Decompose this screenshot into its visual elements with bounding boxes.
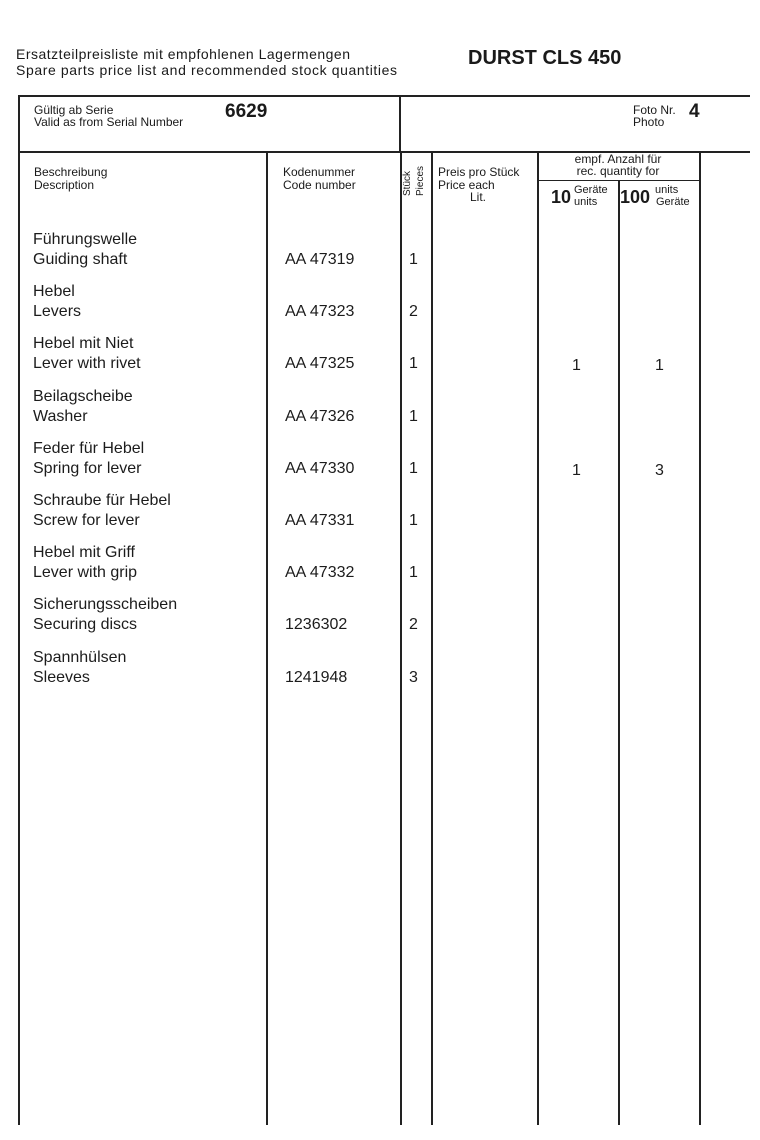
row-pieces: 1 — [409, 512, 418, 529]
top-rule — [18, 95, 750, 97]
col-rec100-bottom: Geräte — [656, 196, 690, 208]
col-rec100-top: units — [655, 184, 679, 196]
col-divider-code — [266, 151, 268, 1125]
col-code-de: Kodenummer — [283, 165, 356, 179]
row-description-en: Screw for lever — [33, 512, 140, 529]
row-description-de: Schraube für Hebel — [33, 492, 171, 509]
rec-subheader-rule — [537, 180, 699, 181]
col-price-de: Preis pro Stück — [438, 165, 520, 179]
serial-number: 6629 — [225, 101, 268, 122]
row-code: AA 47325 — [285, 355, 355, 372]
title-german: Ersatzteilpreisliste mit empfohlenen Lagermengen — [16, 46, 351, 62]
product-name: DURST CLS 450 — [468, 47, 622, 69]
row-description-en: Washer — [33, 408, 88, 425]
left-border — [18, 95, 20, 1125]
row-rec100: 3 — [655, 462, 664, 479]
row-code: AA 47323 — [285, 303, 355, 320]
row-pieces: 2 — [409, 303, 418, 320]
col-rec-en: rec. quantity for — [576, 164, 660, 178]
row-pieces: 1 — [409, 251, 418, 268]
row-description-de: Hebel — [33, 283, 75, 300]
row-code: AA 47331 — [285, 512, 355, 529]
row-code: AA 47319 — [285, 251, 355, 268]
photo-label-en: Photo — [633, 115, 665, 129]
col-code-en: Code number — [283, 178, 356, 192]
row-pieces: 1 — [409, 460, 418, 477]
row-pieces: 1 — [409, 408, 418, 425]
row-pieces: 1 — [409, 355, 418, 372]
col-divider-pieces — [400, 151, 402, 1125]
row-code: 1236302 — [285, 616, 348, 633]
photo-number: 4 — [689, 101, 700, 122]
col-divider-pieces-right — [431, 151, 433, 1125]
row-code: AA 47332 — [285, 564, 355, 581]
row-description-de: Hebel mit Niet — [33, 335, 134, 352]
row-description-en: Sleeves — [33, 669, 90, 686]
serial-divider — [399, 95, 401, 151]
row-rec10: 1 — [572, 357, 581, 374]
col-divider-price — [537, 151, 539, 1125]
row-description-en: Spring for lever — [33, 460, 142, 477]
row-description-en: Lever with rivet — [33, 355, 141, 372]
row-description-de: Spannhülsen — [33, 649, 127, 666]
row-description-en: Guiding shaft — [33, 251, 128, 268]
serial-label-en: Valid as from Serial Number — [34, 115, 184, 129]
row-code: 1241948 — [285, 669, 348, 686]
row-code: AA 47326 — [285, 408, 355, 425]
col-pieces-de: Stück — [402, 170, 413, 196]
photo-label-de: Foto Nr. — [633, 103, 676, 117]
row-description-de: Feder für Hebel — [33, 440, 145, 457]
col-description-en: Description — [34, 178, 95, 192]
col-rec100-number: 100 — [620, 187, 651, 207]
col-divider-right — [699, 151, 701, 1125]
row-pieces: 2 — [409, 616, 418, 633]
row-code: AA 47330 — [285, 460, 355, 477]
col-rec10-top: Geräte — [574, 184, 608, 196]
row-rec10: 1 — [572, 462, 581, 479]
col-divider-rec — [618, 180, 620, 1125]
row-description-de: Führungswelle — [33, 231, 138, 248]
row-description-en: Securing discs — [33, 616, 138, 633]
row-description-de: Beilagscheibe — [33, 388, 133, 405]
col-description-de: Beschreibung — [34, 165, 108, 179]
col-rec-de: empf. Anzahl für — [574, 152, 662, 166]
row-pieces: 3 — [409, 669, 418, 686]
col-price-en: Price each — [438, 178, 495, 192]
col-rec10-number: 10 — [551, 187, 572, 207]
col-rec10-bottom: units — [574, 196, 598, 208]
row-rec100: 1 — [655, 357, 664, 374]
row-pieces: 1 — [409, 564, 418, 581]
row-description-en: Lever with grip — [33, 564, 138, 581]
row-description-de: Hebel mit Griff — [33, 544, 135, 561]
serial-label-de: Gültig ab Serie — [34, 103, 114, 117]
col-pieces-en: Pieces — [415, 165, 426, 196]
title-english: Spare parts price list and recommended stock quantities — [16, 62, 398, 78]
col-price-currency: Lit. — [470, 190, 487, 204]
row-description-en: Levers — [33, 303, 82, 320]
row-description-de: Sicherungsscheiben — [33, 596, 178, 613]
